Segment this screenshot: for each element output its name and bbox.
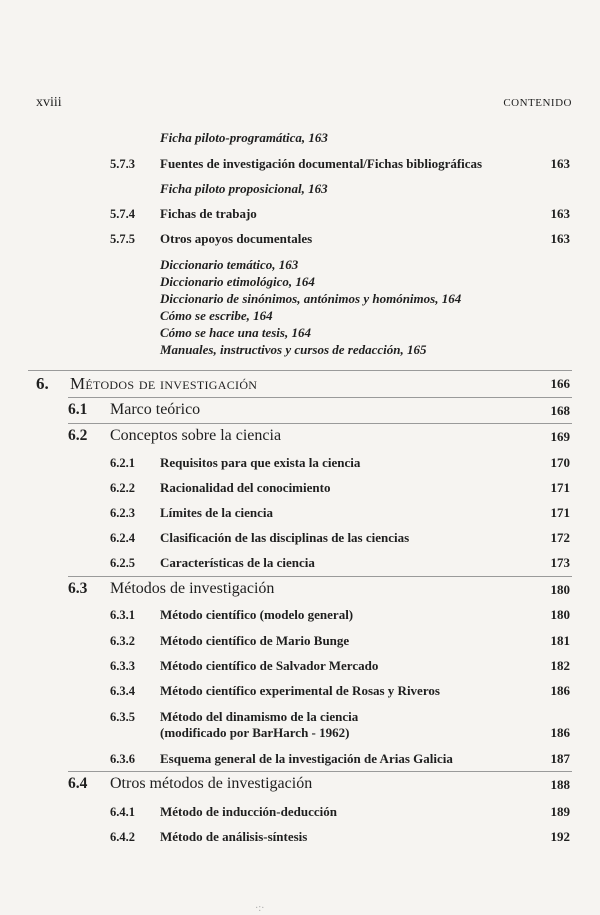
entry-number: 6.2.5 bbox=[110, 556, 135, 570]
entry-number: 6.3.6 bbox=[110, 752, 135, 766]
chapter-page: 166 bbox=[550, 376, 570, 391]
entry-page: 192 bbox=[550, 829, 570, 844]
section-page: 188 bbox=[550, 777, 570, 792]
subentry-ficha-piloto-programatica: Ficha piloto-programática, 163 bbox=[160, 130, 328, 145]
subentry-list-item: Manuales, instructivos y cursos de redacción, 165 bbox=[160, 342, 427, 357]
entry-page: 172 bbox=[550, 530, 570, 545]
chapter-title: Métodos de investigación bbox=[70, 374, 258, 393]
subentry-list-item: Diccionario etimológico, 164 bbox=[160, 274, 315, 289]
entry-title-line1: Método del dinamismo de la ciencia bbox=[160, 709, 359, 724]
entry-number: 6.3.3 bbox=[110, 659, 135, 673]
entry-title: Método científico de Mario Bunge bbox=[160, 633, 350, 648]
entry-page: 163 bbox=[550, 231, 570, 246]
entry-title: Esquema general de la investigación de Arias Galicia bbox=[160, 751, 453, 766]
entry-title: Fuentes de investigación documental/Fichas bibliográficas bbox=[160, 156, 483, 171]
entry-number: 6.3.4 bbox=[110, 684, 135, 698]
entry-page: 182 bbox=[550, 658, 570, 673]
entry-page: 186 bbox=[550, 683, 570, 698]
chapter-number: 6. bbox=[36, 374, 49, 393]
entry-page: 173 bbox=[550, 555, 570, 570]
entry-number: 6.2.3 bbox=[110, 506, 135, 520]
entry-title: Límites de la ciencia bbox=[160, 505, 274, 520]
entry-title: Método de inducción-deducción bbox=[160, 804, 337, 819]
entry-number: 6.2.2 bbox=[110, 481, 135, 495]
subentry-list-item: Cómo se hace una tesis, 164 bbox=[160, 325, 311, 340]
entry-number: 6.3.1 bbox=[110, 608, 135, 622]
section-title: Conceptos sobre la ciencia bbox=[110, 427, 282, 444]
entry-page: 171 bbox=[550, 505, 570, 520]
section-page: 168 bbox=[550, 403, 570, 418]
entry-number: 6.4.2 bbox=[110, 830, 135, 844]
divider bbox=[68, 576, 572, 577]
entry-title: Otros apoyos documentales bbox=[160, 231, 313, 246]
entry-number: 6.2.4 bbox=[110, 531, 135, 545]
section-number: 6.3 bbox=[68, 580, 88, 597]
entry-title: Características de la ciencia bbox=[160, 555, 315, 570]
divider bbox=[28, 370, 572, 371]
subentry-list-item: Diccionario de sinónimos, antónimos y homónimos, 164 bbox=[160, 291, 462, 306]
section-title: Métodos de investigación bbox=[110, 580, 275, 597]
entry-number: 5.7.5 bbox=[110, 232, 135, 246]
subentry-list-item: Cómo se escribe, 164 bbox=[160, 308, 273, 323]
entry-page: 186 bbox=[550, 725, 570, 740]
entry-title-line2: (modificado por BarHarch - 1962) bbox=[160, 725, 350, 740]
entry-number: 6.2.1 bbox=[110, 456, 135, 470]
entry-title: Método científico experimental de Rosas y Riveros bbox=[160, 683, 440, 698]
entry-title: Fichas de trabajo bbox=[160, 206, 257, 221]
section-page: 180 bbox=[550, 582, 570, 597]
entry-title: Requisitos para que exista la ciencia bbox=[160, 455, 361, 470]
section-number: 6.2 bbox=[68, 427, 88, 444]
entry-number: 5.7.4 bbox=[110, 207, 135, 221]
entry-page: 180 bbox=[550, 607, 570, 622]
entry-number: 5.7.3 bbox=[110, 157, 135, 171]
subentry-list-item: Diccionario temático, 163 bbox=[160, 257, 299, 272]
running-head: CONTENIDO bbox=[503, 97, 572, 109]
section-number: 6.4 bbox=[68, 775, 88, 792]
entry-title: Racionalidad del conocimiento bbox=[160, 480, 331, 495]
entry-page: 170 bbox=[550, 455, 570, 470]
section-page: 169 bbox=[550, 429, 570, 444]
entry-page: 171 bbox=[550, 480, 570, 495]
scan-mark: ·:· bbox=[255, 903, 265, 914]
entry-page: 163 bbox=[550, 206, 570, 221]
page-folio: xviii bbox=[36, 95, 62, 110]
entry-title: Método científico (modelo general) bbox=[160, 607, 354, 622]
entry-title: Clasificación de las disciplinas de las ciencias bbox=[160, 530, 410, 545]
section-title: Marco teórico bbox=[110, 401, 201, 418]
entry-title: Método de análisis-síntesis bbox=[160, 829, 308, 844]
entry-page: 187 bbox=[550, 751, 570, 766]
entry-page: 181 bbox=[550, 633, 570, 648]
subentry-ficha-piloto-proposicional: Ficha piloto proposicional, 163 bbox=[160, 181, 328, 196]
entry-title: Método científico de Salvador Mercado bbox=[160, 658, 379, 673]
entry-number: 6.3.5 bbox=[110, 710, 135, 724]
divider bbox=[68, 397, 572, 398]
entry-page: 189 bbox=[550, 804, 570, 819]
divider bbox=[68, 423, 572, 424]
entry-number: 6.3.2 bbox=[110, 634, 135, 648]
divider bbox=[68, 771, 572, 772]
section-title: Otros métodos de investigación bbox=[110, 775, 313, 792]
section-number: 6.1 bbox=[68, 401, 88, 418]
entry-number: 6.4.1 bbox=[110, 805, 135, 819]
entry-page: 163 bbox=[550, 156, 570, 171]
